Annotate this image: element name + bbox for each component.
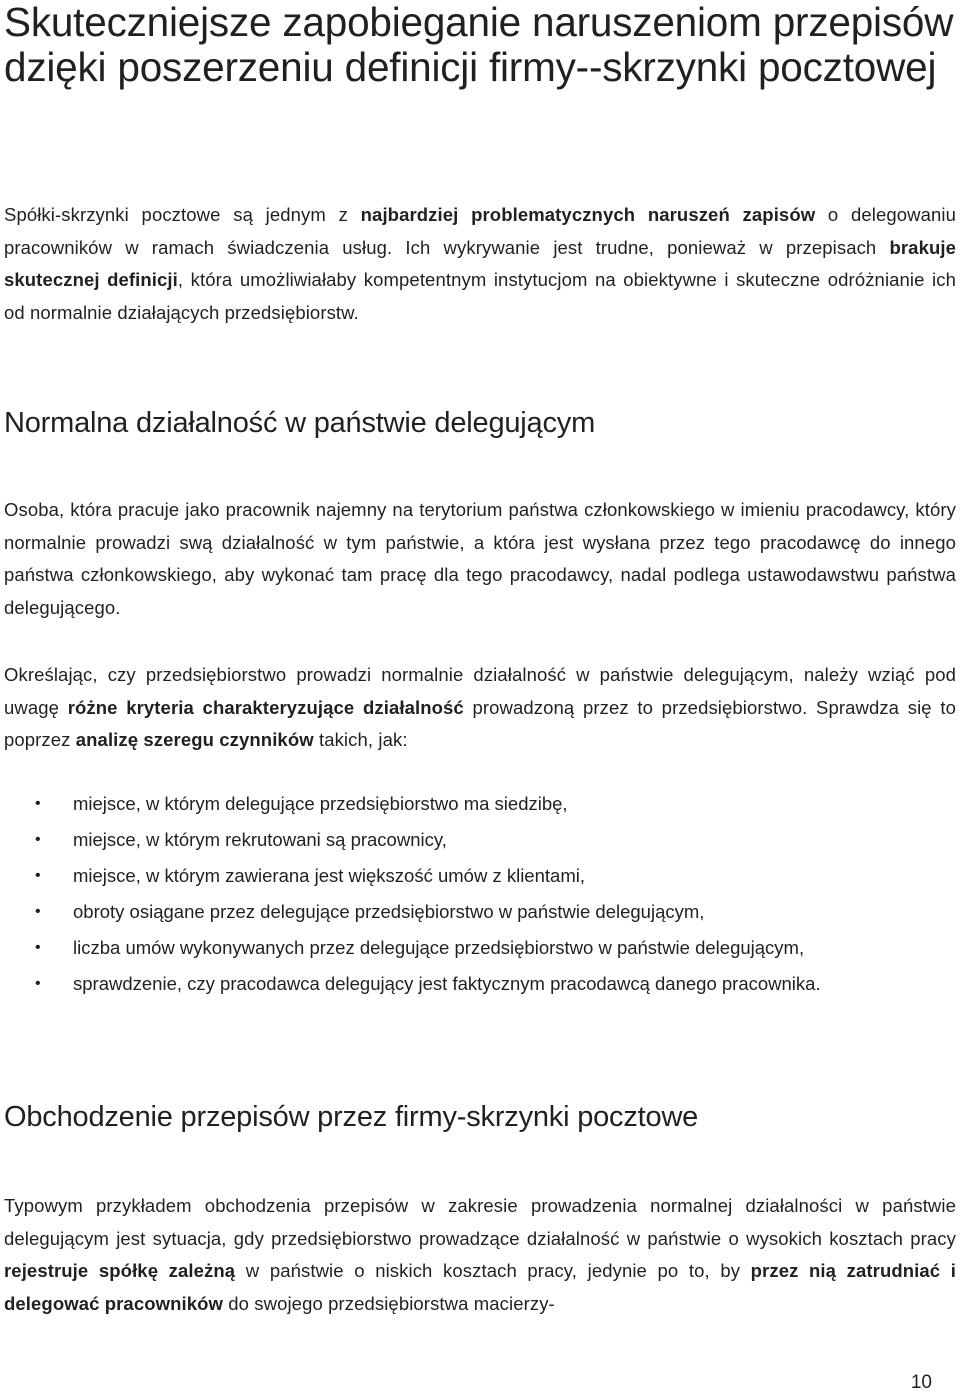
list-item [4, 822, 956, 858]
list-item-text: sprawdzenie, czy pracodawca delegujący jest faktycznym pracodawcą danego pracownika. [73, 973, 821, 994]
bullet-icon: • [35, 939, 41, 956]
title-text: Skuteczniejsze zapobieganie naruszeniom przepisów dzięki poszerzeniu definicji firmy--skrzynki pocztowej [4, 0, 954, 90]
s1p2-bold-1: różne kryteria charakteryzujące działalność [67, 696, 464, 718]
bullet-icon: • [35, 903, 41, 920]
s2p1-text-3: do swojego przedsiębiorstwa macierzy- [223, 1292, 555, 1314]
list-item [4, 858, 956, 894]
list-item [4, 966, 956, 1002]
intro-text-2: o delegowaniu pracowników w ramach świadczenia usług. Ich wykrywanie jest trudne, ponieważ w przepisach [4, 204, 957, 258]
s2p1-text-1: Typowym przykładem obchodzenia przepisów w zakresie prowadzenia normalnej działalności w państwie delegującym jest sytuacja, gdy przedsiębiorstwo prowadzące działalność w państwie o wysokich kosztach pracy [4, 1195, 956, 1249]
bullet-icon: • [35, 975, 41, 992]
list-item [4, 894, 956, 930]
list-item [4, 786, 956, 822]
list-item-text: miejsce, w którym zawierana jest większość umów z klientami, [73, 865, 585, 886]
s2p1-text-2: w państwie o niskich kosztach pracy, jedynie po to, by [235, 1260, 751, 1281]
intro-bold-1: najbardziej problematycznych naruszeń zapisów [360, 204, 816, 225]
list-item-text: miejsce, w którym delegujące przedsiębiorstwo ma siedzibę, [73, 793, 568, 814]
s1p2-text-3: takich, jak: [313, 729, 408, 750]
s2p1-bold-1: rejestruje spółkę zależną [4, 1260, 236, 1281]
page-number: 10 [910, 1372, 932, 1393]
criteria-list [4, 786, 956, 1002]
list-item [4, 930, 956, 966]
list-item-text: liczba umów wykonywanych przez delegujące przedsiębiorstwo w państwie delegującym, [73, 937, 805, 958]
s1p2-text-2: prowadzoną przez to przedsiębiorstwo. Sprawdza się to poprzez [4, 696, 956, 750]
s1p2-bold-2: analizę szeregu czynników [75, 729, 314, 750]
bullet-icon: • [35, 867, 41, 884]
page-title [4, 0, 954, 90]
list-item-text: miejsce, w którym rekrutowani są pracownicy, [73, 829, 447, 850]
bullet-icon: • [35, 831, 41, 848]
intro-text-3: , która umożliwiałaby kompetentnym instytucjom na obiektywne i skuteczne odróżnianie ich od normalnie działających przedsiębiorstw. [4, 269, 956, 323]
s2p1-bold-2: przez nią zatrudniać i delegować pracowników [4, 1260, 956, 1314]
intro-text-1: Spółki-skrzynki pocztowe są jednym z [4, 204, 361, 225]
section-heading-circumvention: Obchodzenie przepisów przez firmy-skrzynki pocztowe [4, 1101, 699, 1133]
section-heading-normal-activity: Normalna działalność w państwie delegującym [4, 407, 596, 439]
intro-paragraph [4, 199, 956, 329]
bullet-icon: • [35, 795, 41, 812]
intro-bold-2: brakuje skutecznej definicji [4, 236, 956, 290]
s1p2-text-1: Określając, czy przedsiębiorstwo prowadzi normalnie działalność w państwie delegującym, należy wziąć pod uwagę [4, 664, 956, 718]
section1-paragraph-1: Osoba, która pracuje jako pracownik najemny na terytorium państwa członkowskiego w imieniu pracodawcy, który normalnie prowadzi swą działalność w tym państwie, a która jest wysłana przez tego pracodawcę do innego państwa członkowskiego, aby wykonać tam pracę dla tego pracodawcy, nadal podlega ustawodawstwu państwa delegującego. [4, 499, 956, 618]
section1-paragraph-2 [4, 659, 956, 757]
list-item-text: obroty osiągane przez delegujące przedsiębiorstwo w państwie delegującym, [73, 901, 705, 922]
section2-paragraph-1 [4, 1190, 956, 1320]
